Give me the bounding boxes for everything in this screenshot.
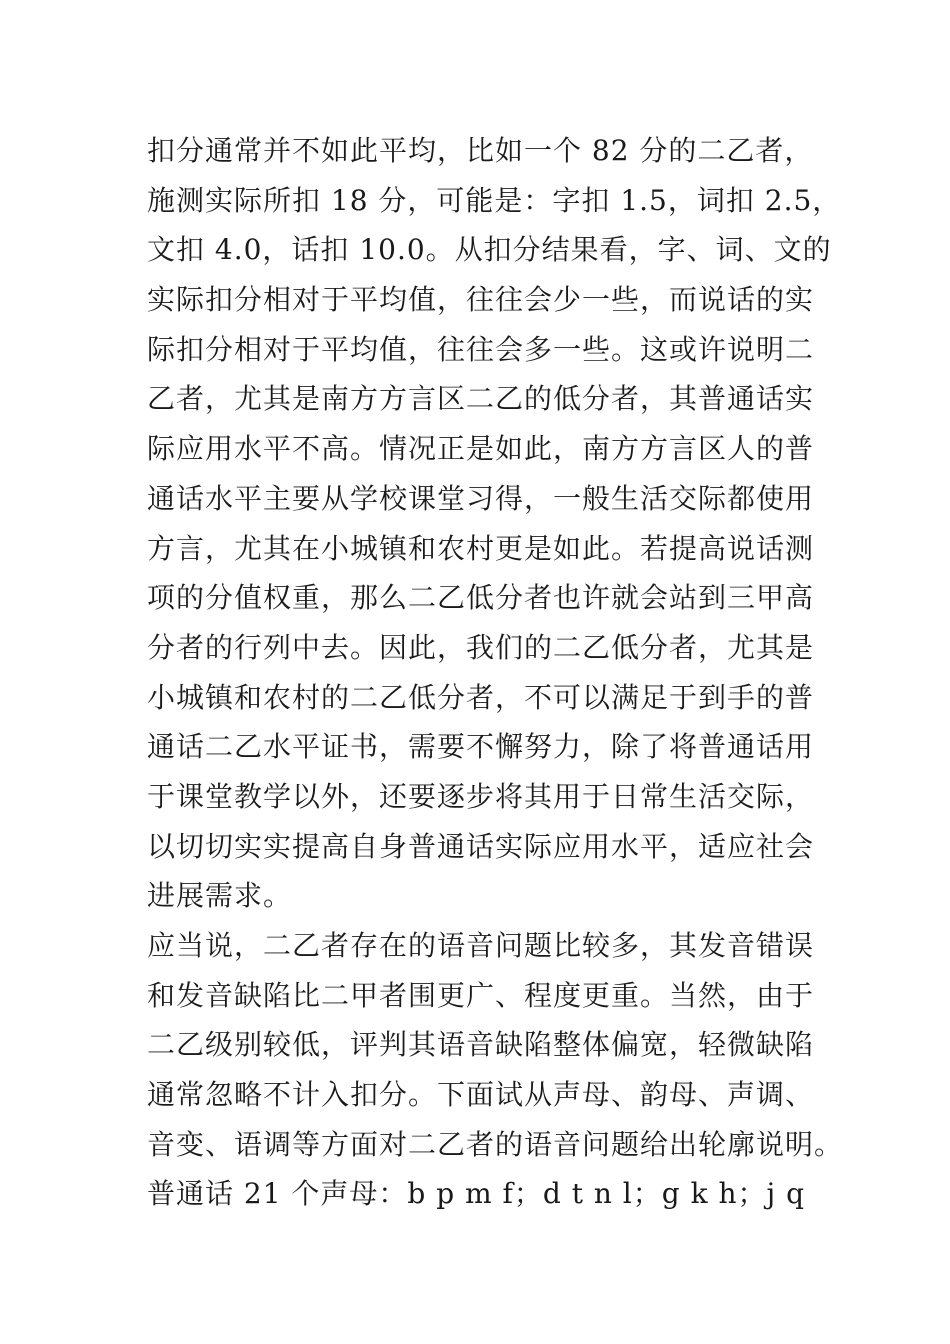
text-line: 应当说，二乙者存在的语音问题比较多，其发音错误 <box>147 929 815 962</box>
text-line: 音变、语调等方面对二乙者的语音问题给出轮廓说明。 <box>147 1127 844 1161</box>
text-line: 通常忽略不计入扣分。下面试从声母、韵母、声调、 <box>147 1078 815 1112</box>
text-line: 项的分值权重，那么二乙低分者也许就会站到三甲高 <box>147 581 815 615</box>
text-line: 方言，尤其在小城镇和农村更是如此。若提高说话测 <box>147 531 815 565</box>
text-line: 于课堂教学以外，还要逐步将其用于日常生活交际， <box>147 779 815 813</box>
text-line: 际扣分相对于平均值，往往会多一些。这或许说明二 <box>147 332 815 366</box>
text-line: 实际扣分相对于平均值，往往会少一些，而说话的实 <box>147 283 815 317</box>
text-line: 扣分通常并不如此平均，比如一个 82 分的二乙者， <box>147 134 814 167</box>
text-line: 通话二乙水平证书，需要不懈努力，除了将普通话用 <box>147 730 815 764</box>
text-line: 际应用水平不高。情况正是如此，南方方言区人的普 <box>147 432 815 466</box>
text-line: 通话水平主要从学校课堂习得，一般生活交际都使用 <box>147 481 815 515</box>
text-line: 施测实际所扣 18 分，可能是：字扣 1.5，词扣 2.5， <box>147 183 842 217</box>
text-line: 进展需求。 <box>147 879 293 913</box>
text-line: 普通话 21 个声母：b p m f；d t n l；g k h；j q <box>147 1177 805 1211</box>
text-line: 二乙级别较低，评判其语音缺陷整体偏宽，轻微缺陷 <box>147 1028 815 1062</box>
text-line: 小城镇和农村的二乙低分者，不可以满足于到手的普 <box>147 680 815 714</box>
text-line: 以切切实实提高自身普通话实际应用水平，适应社会 <box>147 829 815 863</box>
text-line: 文扣 4.0，话扣 10.0。从扣分结果看，字、词、文的 <box>147 233 832 267</box>
text-line: 和发音缺陷比二甲者围更广、程度更重。当然，由于 <box>147 978 815 1012</box>
text-line: 分者的行列中去。因此，我们的二乙低分者，尤其是 <box>147 630 815 664</box>
text-line: 乙者，尤其是南方方言区二乙的低分者，其普通话实 <box>147 382 815 416</box>
body-text <box>147 126 847 1219</box>
